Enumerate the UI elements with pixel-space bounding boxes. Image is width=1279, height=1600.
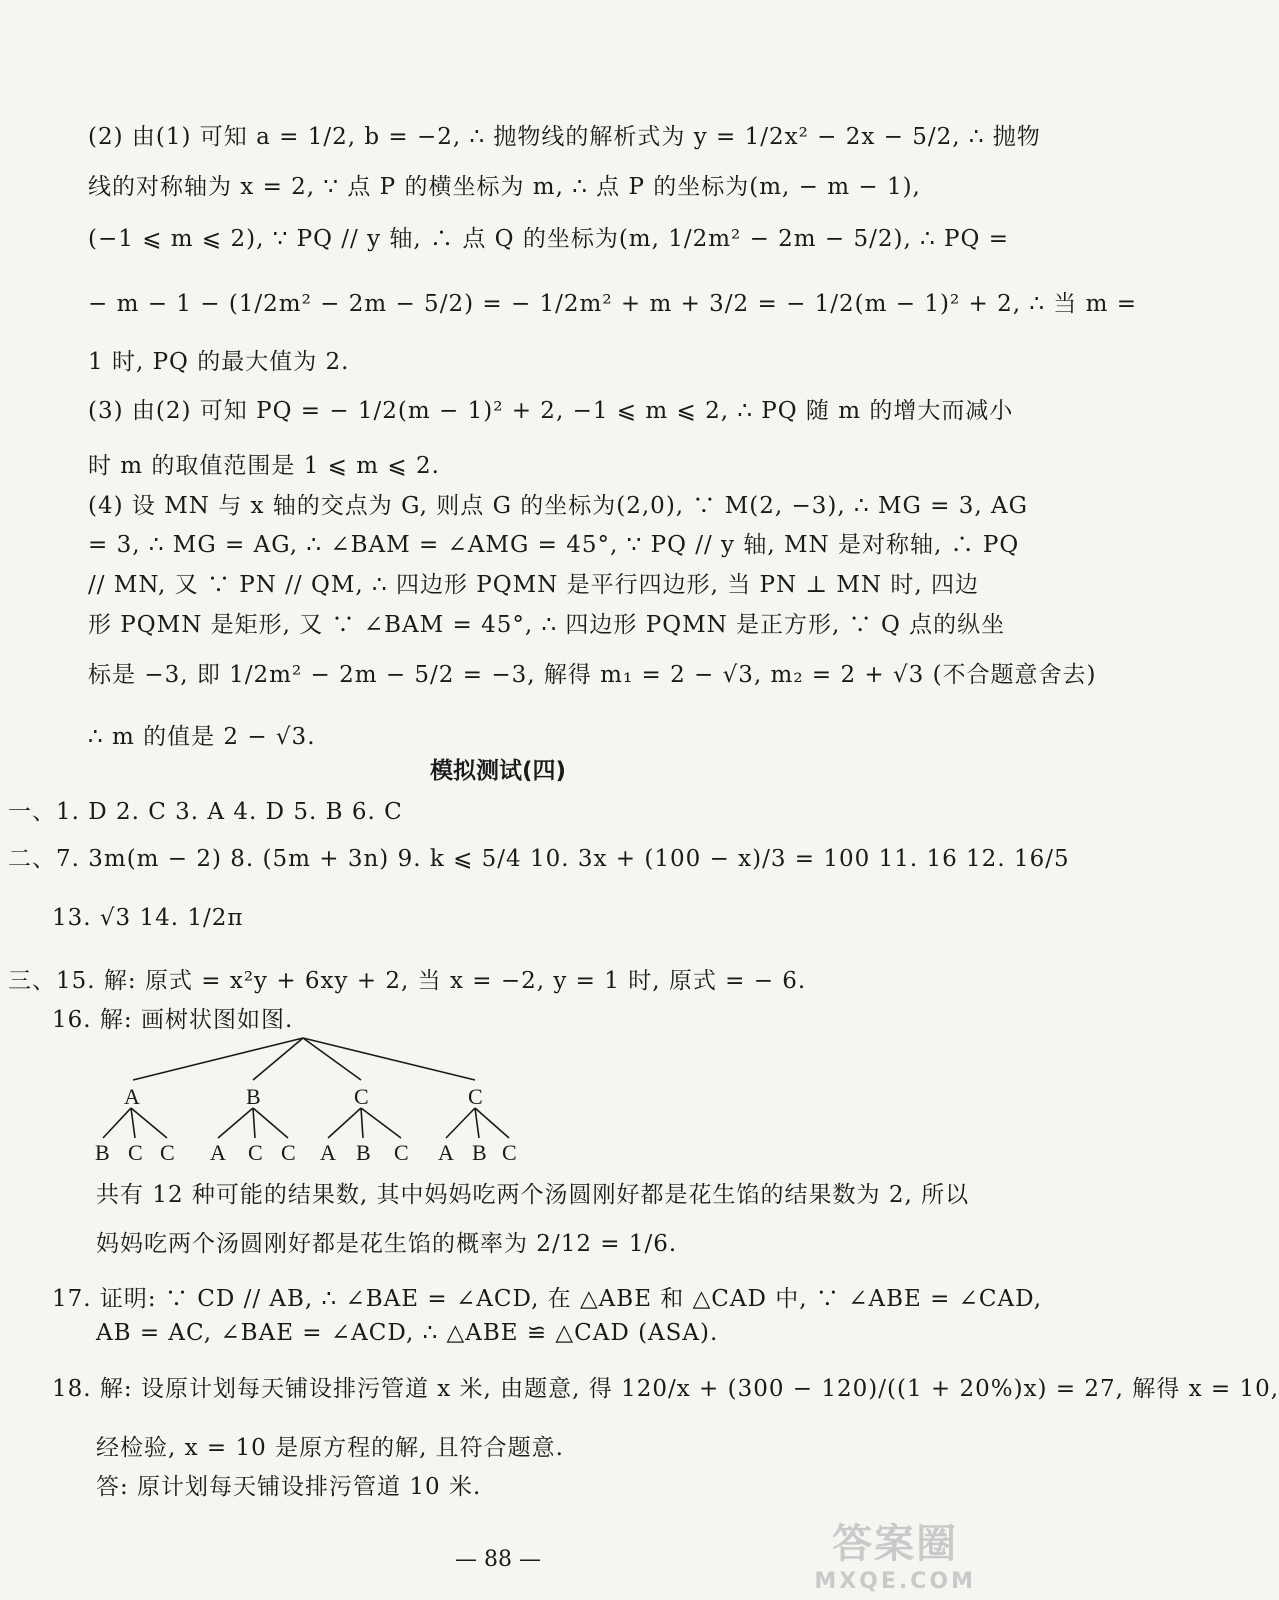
tree-leaf: C — [160, 1140, 175, 1165]
solution-line: 1 时, PQ 的最大值为 2. — [88, 349, 350, 375]
watermark-top: 答案圈 — [832, 1521, 959, 1567]
tree-leaf: C — [502, 1140, 517, 1165]
answer-line: 17. 证明: ∵ CD // AB, ∴ ∠BAE = ∠ACD, 在 △ABE 和 △CAD 中, ∵ ∠ABE = ∠CAD, — [52, 1286, 1043, 1312]
solution-line: (4) 设 MN 与 x 轴的交点为 G, 则点 G 的坐标为(2,0), ∵ M(2, −3), ∴ MG = 3, AG — [88, 493, 1028, 519]
tree-leaf: C — [281, 1140, 296, 1165]
tree-node: B — [246, 1084, 261, 1109]
answer-line: 16. 解: 画树状图如图. — [52, 1007, 294, 1033]
solution-line: // MN, 又 ∵ PN // QM, ∴ 四边形 PQMN 是平行四边形, 当 PN ⊥ MN 时, 四边 — [88, 572, 979, 598]
tree-leaf: A — [320, 1140, 336, 1165]
tree-leaf: B — [356, 1140, 371, 1165]
tree-leaf: A — [438, 1140, 454, 1165]
answer-line: 一、1. D 2. C 3. A 4. D 5. B 6. C — [8, 799, 403, 825]
solution-line: 时 m 的取值范围是 1 ⩽ m ⩽ 2. — [88, 453, 440, 479]
answer-line: 13. √3 14. 1/2π — [52, 905, 244, 931]
answer-line: 二、7. 3m(m − 2) 8. (5m + 3n) 9. k ⩽ 5/4 10. 3x + (100 − x)/3 = 100 11. 16 12. 16/5 — [8, 846, 1070, 872]
tree-node: C — [468, 1084, 483, 1109]
answer-line: 三、15. 解: 原式 = x²y + 6xy + 2, 当 x = −2, y = 1 时, 原式 = − 6. — [8, 968, 807, 994]
watermark-bottom: MXQE.COM — [814, 1569, 976, 1594]
tree-leaf: A — [210, 1140, 226, 1165]
tree-leaf: B — [472, 1140, 487, 1165]
answer-line: 18. 解: 设原计划每天铺设排污管道 x 米, 由题意, 得 120/x + (300 − 120)/((1 + 20%)x) = 27, 解得 x = 10, — [52, 1376, 1279, 1402]
answer-line: 共有 12 种可能的结果数, 其中妈妈吃两个汤圆刚好都是花生馅的结果数为 2, 所以 — [96, 1182, 970, 1208]
section-title: 模拟测试(四) — [429, 758, 567, 784]
solution-line: (2) 由(1) 可知 a = 1/2, b = −2, ∴ 抛物线的解析式为 y = 1/2x² − 2x − 5/2, ∴ 抛物 — [88, 124, 1041, 150]
tree-diagram — [85, 1030, 545, 1170]
answer-line: AB = AC, ∠BAE = ∠ACD, ∴ △ABE ≌ △CAD (ASA). — [96, 1320, 719, 1346]
answer-line: 答: 原计划每天铺设排污管道 10 米. — [96, 1474, 482, 1500]
solution-line: (−1 ⩽ m ⩽ 2), ∵ PQ // y 轴, ∴ 点 Q 的坐标为(m, 1/2m² − 2m − 5/2), ∴ PQ = — [88, 226, 1009, 252]
solution-line: = 3, ∴ MG = AG, ∴ ∠BAM = ∠AMG = 45°, ∵ PQ // y 轴, MN 是对称轴, ∴ PQ — [88, 532, 1020, 558]
page-number: — 88 — — [455, 1547, 541, 1572]
tree-leaf: C — [394, 1140, 409, 1165]
tree-node: C — [354, 1084, 369, 1109]
watermark-logo — [814, 1512, 976, 1594]
solution-line: 形 PQMN 是矩形, 又 ∵ ∠BAM = 45°, ∴ 四边形 PQMN 是正方形, ∵ Q 点的纵坐 — [88, 612, 1006, 638]
answer-line: 经检验, x = 10 是原方程的解, 且符合题意. — [96, 1435, 564, 1461]
tree-leaf: C — [128, 1140, 143, 1165]
tree-leaf: B — [95, 1140, 110, 1165]
solution-line: (3) 由(2) 可知 PQ = − 1/2(m − 1)² + 2, −1 ⩽ m ⩽ 2, ∴ PQ 随 m 的增大而减小 — [88, 398, 1014, 424]
tree-leaf: C — [248, 1140, 263, 1165]
solution-line: − m − 1 − (1/2m² − 2m − 5/2) = − 1/2m² + m + 3/2 = − 1/2(m − 1)² + 2, ∴ 当 m = — [88, 291, 1137, 317]
solution-line: 标是 −3, 即 1/2m² − 2m − 5/2 = −3, 解得 m₁ = 2 − √3, m₂ = 2 + √3 (不合题意舍去) — [88, 662, 1097, 688]
answer-line: 妈妈吃两个汤圆刚好都是花生馅的概率为 2/12 = 1/6. — [96, 1231, 678, 1257]
solution-line: 线的对称轴为 x = 2, ∵ 点 P 的横坐标为 m, ∴ 点 P 的坐标为(m, − m − 1), — [88, 174, 921, 200]
tree-node: A — [124, 1084, 140, 1109]
solution-line: ∴ m 的值是 2 − √3. — [88, 724, 316, 750]
